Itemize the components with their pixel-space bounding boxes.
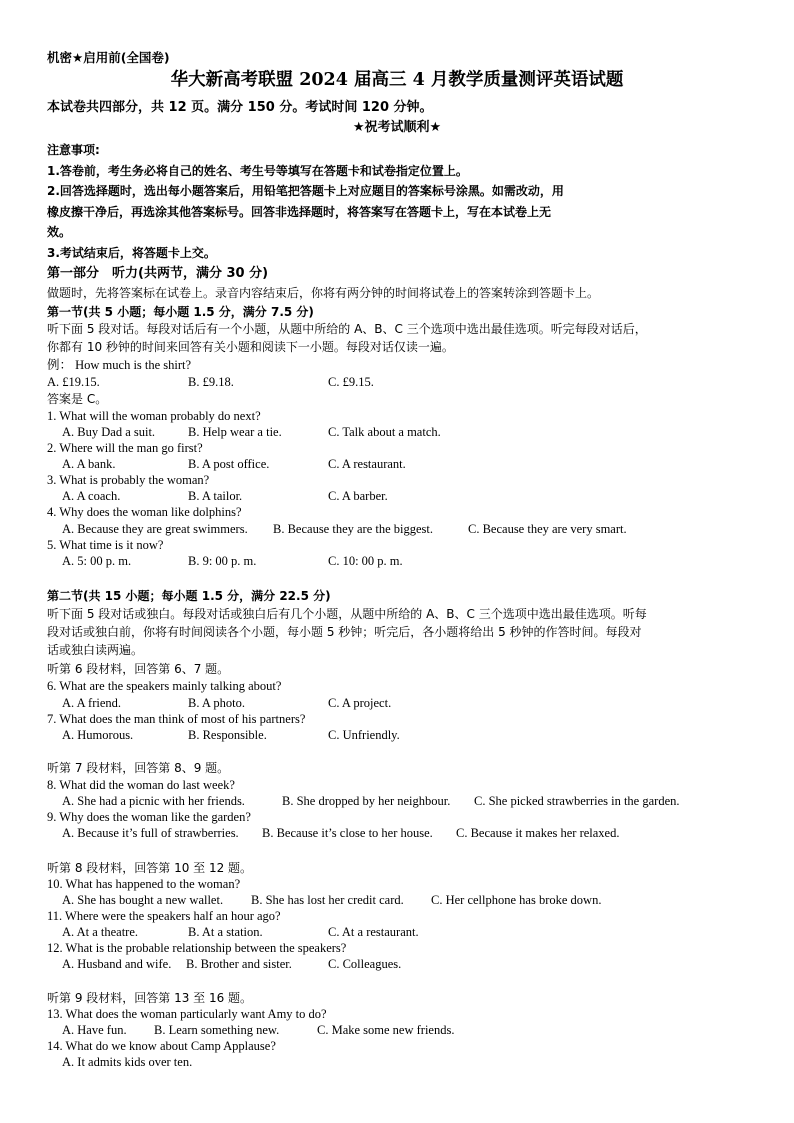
question-4-option-b: B. Because they are the biggest. <box>273 522 434 536</box>
good-luck-wish: ★祝考试顺利★ <box>352 120 442 135</box>
question-3-option-b: B. A tailor. <box>188 489 243 503</box>
section1-intro-1: 听下面 5 段对话。每段对话后有一个小题，从题中所给的 A、B、C 三个选项中选出最佳选项。听完每段对话后， <box>47 322 647 336</box>
question-5-option-a: A. 5: 00 p. m. <box>62 554 132 568</box>
question-1-option-a: A. Buy Dad a suit. <box>62 425 156 439</box>
question-8-option-b: B. She dropped by her neighbour. <box>282 794 451 808</box>
section1-intro-2: 你都有 10 秒钟的时间来回答有关小题和阅读下一小题。每段对话仅读一遍。 <box>47 340 454 354</box>
section2-heading: 第二节(共 15 小题；每小题 1.5 分，满分 22.5 分) <box>47 589 331 603</box>
part1-intro: 做题时，先将答案标在试卷上。录音内容结束后，你将有两分钟的时间将试卷上的答案转涂到答题卡上。 <box>47 286 600 300</box>
material-8-heading: 听第 8 段材料，回答第 10 至 12 题。 <box>47 861 253 875</box>
note-2-line-3: 效。 <box>47 225 72 239</box>
note-2-line-2: 橡皮擦干净后，再选涂其他答案标号。回答非选择题时，将答案写在答题卡上，写在本试卷上无 <box>47 205 552 219</box>
note-2-line-1: 2.回答选择题时，选出每小题答案后，用铅笔把答题卡上对应题目的答案标号涂黑。如需改动，用 <box>47 184 564 198</box>
question-12-option-a: A. Husband and wife. <box>62 957 172 971</box>
question-3-option-c: C. A barber. <box>328 489 388 503</box>
question-4-option-c: C. Because they are very smart. <box>468 522 627 536</box>
section1-heading: 第一节(共 5 小题；每小题 1.5 分，满分 7.5 分) <box>47 305 314 319</box>
question-11-option-c: C. At a restaurant. <box>328 925 419 939</box>
question-7-option-b: B. Responsible. <box>188 728 267 742</box>
example-answer: 答案是 C。 <box>47 392 108 406</box>
question-5: 5. What time is it now? <box>47 538 164 552</box>
section2-intro-3: 话或独白读两遍。 <box>47 643 144 657</box>
material-9-heading: 听第 9 段材料，回答第 13 至 16 题。 <box>47 991 253 1005</box>
question-6-option-c: C. A project. <box>328 696 392 710</box>
exam-title: 华大新高考联盟 2024 届高三 4 月教学质量测评英语试题 <box>170 70 624 90</box>
question-13-option-a: A. Have fun. <box>62 1023 127 1037</box>
question-7-option-c: C. Unfriendly. <box>328 728 400 742</box>
question-11: 11. Where were the speakers half an hour ago? <box>47 909 281 923</box>
part1-heading: 第一部分 听力(共两节，满分 30 分) <box>47 266 269 281</box>
example-option-c: C. £9.15. <box>328 375 374 389</box>
section2-intro-1: 听下面 5 段对话或独白。每段对话或独白后有几个小题，从题中所给的 A、B、C 三个选项中选出最佳选项。听每 <box>47 607 647 621</box>
confidential-label: 机密★启用前(全国卷) <box>47 50 170 65</box>
question-2: 2. Where will the man go first? <box>47 441 203 455</box>
material-7-heading: 听第 7 段材料，回答第 8、9 题。 <box>47 761 230 775</box>
question-7-option-a: A. Humorous. <box>62 728 134 742</box>
question-2-option-c: C. A restaurant. <box>328 457 406 471</box>
question-10: 10. What has happened to the woman? <box>47 877 241 891</box>
question-10-option-a: A. She has bought a new wallet. <box>62 893 224 907</box>
question-5-option-c: C. 10: 00 p. m. <box>328 554 403 568</box>
question-1-option-c: C. Talk about a match. <box>328 425 441 439</box>
question-11-option-b: B. At a station. <box>188 925 263 939</box>
question-12-option-c: C. Colleagues. <box>328 957 402 971</box>
question-8-option-c: C. She picked strawberries in the garden. <box>474 794 680 808</box>
example-option-a: A. £19.15. <box>47 375 100 389</box>
question-14: 14. What do we know about Camp Applause? <box>47 1039 276 1053</box>
question-14-option-a: A. It admits kids over ten. <box>62 1055 193 1069</box>
question-4: 4. Why does the woman like dolphins? <box>47 505 242 519</box>
question-9-option-b: B. Because it’s close to her house. <box>262 826 433 840</box>
note-1: 1.答卷前，考生务必将自己的姓名、考生号等填写在答题卡和试卷指定位置上。 <box>47 164 468 178</box>
note-3: 3.考试结束后，将答题卡上交。 <box>47 246 216 260</box>
question-6-option-a: A. A friend. <box>62 696 122 710</box>
question-3: 3. What is probably the woman? <box>47 473 210 487</box>
question-4-option-a: A. Because they are great swimmers. <box>62 522 248 536</box>
question-8-option-a: A. She had a picnic with her friends. <box>62 794 245 808</box>
question-9-option-a: A. Because it’s full of strawberries. <box>62 826 239 840</box>
question-12: 12. What is the probable relationship between the speakers? <box>47 941 347 955</box>
question-6-option-b: B. A photo. <box>188 696 245 710</box>
section2-intro-2: 段对话或独白前，你将有时间阅读各个小题，每小题 5 秒钟；听完后，各小题将给出 5 秒钟的作答时间。每段对 <box>47 625 642 639</box>
question-12-option-b: B. Brother and sister. <box>186 957 292 971</box>
question-2-option-b: B. A post office. <box>188 457 270 471</box>
example-option-b: B. £9.18. <box>188 375 234 389</box>
question-3-option-a: A. A coach. <box>62 489 121 503</box>
question-10-option-c: C. Her cellphone has broke down. <box>431 893 602 907</box>
question-13: 13. What does the woman particularly want Amy to do? <box>47 1007 327 1021</box>
question-2-option-a: A. A bank. <box>62 457 116 471</box>
question-1-option-b: B. Help wear a tie. <box>188 425 282 439</box>
question-5-option-b: B. 9: 00 p. m. <box>188 554 257 568</box>
question-8: 8. What did the woman do last week? <box>47 778 235 792</box>
question-10-option-b: B. She has lost her credit card. <box>251 893 404 907</box>
question-13-option-c: C. Make some new friends. <box>317 1023 455 1037</box>
question-11-option-a: A. At a theatre. <box>62 925 139 939</box>
material-6-heading: 听第 6 段材料，回答第 6、7 题。 <box>47 662 230 676</box>
question-13-option-b: B. Learn something new. <box>154 1023 280 1037</box>
question-9: 9. Why does the woman like the garden? <box>47 810 251 824</box>
question-9-option-c: C. Because it makes her relaxed. <box>456 826 620 840</box>
question-6: 6. What are the speakers mainly talking about? <box>47 679 282 693</box>
question-1: 1. What will the woman probably do next? <box>47 409 261 423</box>
example-question: 例： How much is the shirt? <box>47 358 192 372</box>
question-7: 7. What does the man think of most of his partners? <box>47 712 306 726</box>
exam-info: 本试卷共四部分，共 12 页。满分 150 分。考试时间 120 分钟。 <box>47 100 433 115</box>
notes-heading: 注意事项: <box>47 143 100 157</box>
